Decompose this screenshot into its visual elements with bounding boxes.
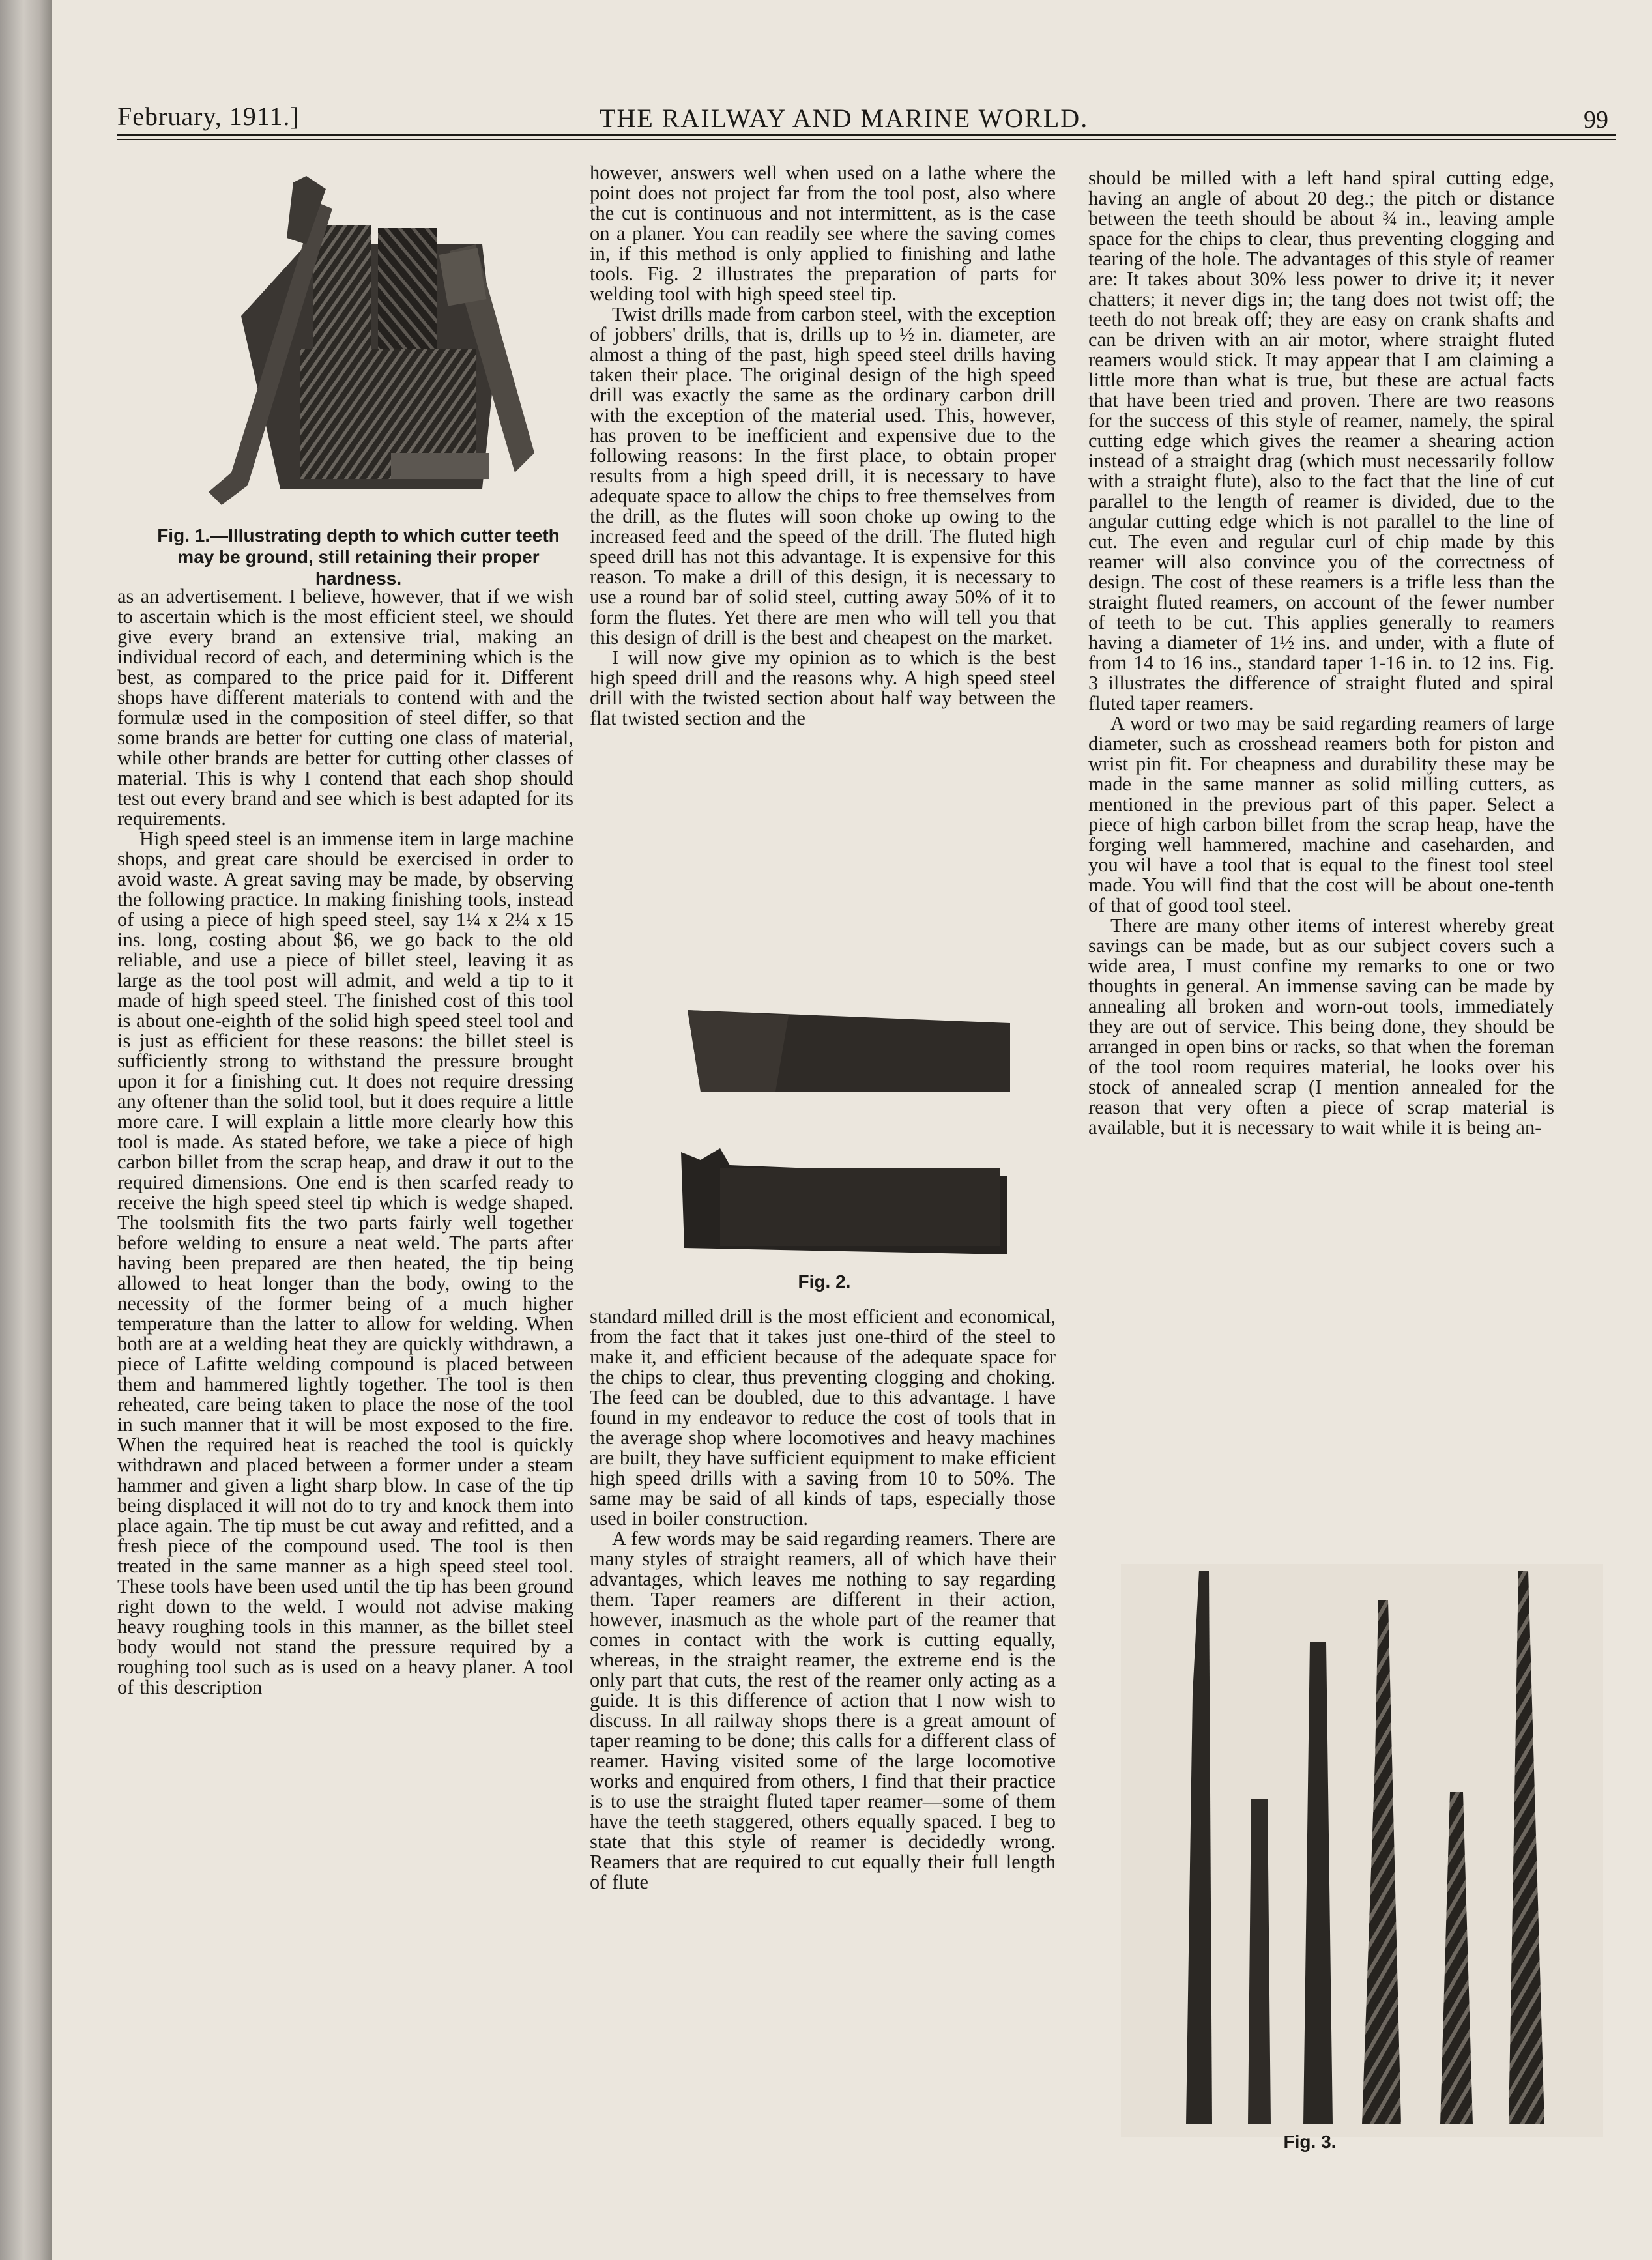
header-title: THE RAILWAY AND MARINE WORLD. bbox=[600, 104, 1089, 133]
column-2-bottom bbox=[590, 1307, 1056, 2154]
column-3 bbox=[1088, 168, 1554, 1595]
col1-paragraph-1: as an advertisement. I believe, however, that if we wish to ascertain which is the most efficient steel, we should give every brand an extensive trial, making an individual record of each, and determining which is the best, as compared to the price paid for it. Different shops have different materials to contend with and the formulæ used in the composition of steel differ, so that some brands are better for cutting one class of material, while other brands are better for cutting other classes of material. This is why I contend that each shop should test out every brand and see which is best adapted for its requirements. bbox=[117, 587, 573, 830]
page-number: 99 bbox=[1584, 106, 1608, 134]
page-header bbox=[117, 98, 1616, 137]
book-binding bbox=[0, 0, 52, 2260]
header-rule-thin bbox=[117, 139, 1616, 140]
header-date: February, 1911.] bbox=[117, 102, 300, 131]
magazine-page bbox=[52, 0, 1652, 2260]
column-1 bbox=[117, 587, 573, 2131]
col2-paragraph-2: Twist drills made from carbon steel, with the exception of jobbers' drills, that is, drills up to ½ in. diameter, are almost a thing of the past, high speed steel drills having taken their place. The original design of the high speed drill was exactly the same as the ordinary carbon drill with the exception of the material used. This, however, has proven to be inefficient and expensive due to the following reasons: In the first place, to obtain proper results from a high speed drill, it is necessary to have adequate space to allow the chips to free themselves from the drill, as the flutes will soon choke up owing to the increased feed and the speed of the drill. The fluted high speed drill has not this advantage. It is expensive for this reason. To make a drill of this design, it is necessary to use a round bar of solid steel, cutting away 50% of it to form the flutes. Yet there are men who will tell you that this design of drill is the best and cheapest on the market. bbox=[590, 303, 1056, 648]
col2-paragraph-1: however, answers well when used on a lathe where the point does not project far from the tool post, also where the cut is continuous and not intermittent, as is the case on a planer. You can readily see where the saving comes in, if this method is only applied to finishing and lathe tools. Fig. 2 illustrates the preparation of parts for welding tool with high speed steel tip. bbox=[590, 163, 1056, 305]
fig2-caption: Fig. 2. bbox=[798, 1271, 851, 1292]
col3-paragraph-2: A word or two may be said regarding reamers of large diameter, such as crosshead reamers both for piston and wrist pin fit. For cheapness and durability these may be made in the same manner as solid milling cutters, as mentioned in the previous part of this paper. Select a piece of high carbon billet from the scrap heap, have the forging well hammered, machine and caseharden, and you wil have a tool that is equal to the finest tool steel made. You will find that the cost will be about one-tenth of that of good tool steel. bbox=[1088, 712, 1554, 916]
col3-paragraph-3: There are many other items of interest whereby great savings can be made, but as our subject covers such a wide area, I must confine my remarks to one or two thoughts in general. An immense saving can be made by annealing all broken and worn-out tools, immediately they are out of service. This being done, they should be arranged in open bins or racks, so that when the foreman of the tool room requires material, he looks over his stock of annealed scrap (I mention annealed for the reason that very often a piece of scrap material is available, but it is necessary to wait while it is being an- bbox=[1088, 914, 1554, 1138]
col2-paragraph-3: I will now give my opinion as to which is the best high speed drill and the reasons why. A high speed steel drill with the twisted section about half way between the flat twisted section and the bbox=[590, 646, 1056, 729]
fig3-reamers-photo bbox=[1121, 1564, 1603, 2137]
col1-paragraph-2: High speed steel is an immense item in large machine shops, and great care should be exercised in order to avoid waste. A great saving may be made, by observing the following practice. In making finishing tools, instead of using a piece of high speed steel, say 1¼ x 2¼ x 15 ins. long, costing about $6, we go back to the old reliable, and use a piece of billet steel, leaving it as large as the tool post will admit, and weld a tip to it made of high speed steel. The finished cost of this tool is about one-eighth of the solid high speed steel tool and is just as efficient for these reasons: the billet steel is sufficiently strong to withstand the pressure brought upon it for a finishing cut. It does not require dressing any oftener than the solid tool, but it does require a little more care. I will explain a little more clearly how this tool is made. As stated before, we take a piece of high carbon billet from the scrap heap, and draw it out to the required dimensions. One end is then scarfed ready to receive the high speed steel tip which is wedge shaped. The toolsmith fits the two parts fairly well together before welding to ensure a neat weld. The parts after having been prepared are then heated, the tip being allowed to heat longer than the body, owing to the necessity of the former being of a much higher temperature than the latter to allow for welding. When both are at a welding heat they are quickly withdrawn, a piece of Lafitte welding compound is placed between them and hammered lightly together. The tool is then reheated, care being taken to place the nose of the tool in such manner that it will be most exposed to the fire. When the required heat is reached the tool is quickly withdrawn and placed between a former under a steam hammer and given a light sharp blow. In case of the tip being displaced it will not do to try and knock them into place again. The tip must be cut away and refitted, and a fresh piece of the compound used. The tool is then treated in the same manner as a high speed steel tool. These tools have been used until the tip has been ground right down to the weld. I would not advise making heavy roughing tools in this manner, as the billet steel body would not stand the pressure required by a roughing tool such as is used on a heavy planer. A tool of this description bbox=[117, 828, 573, 1698]
fig1-caption: Fig. 1.—Illustrating depth to which cutter teeth may be ground, still retaining their proper hardness. bbox=[157, 525, 560, 588]
column-2-top bbox=[590, 163, 1056, 978]
fig2-tool-parts-photo bbox=[626, 997, 1056, 1271]
fig1-cutters-photo bbox=[196, 166, 560, 518]
col2b-paragraph-2: A few words may be said regarding reamers. There are many styles of straight reamers, all of which have their advantages, which leaves me nothing to say regarding them. Taper reamers are different in their action, however, inasmuch as the whole part of the reamer that comes in contact with the work is cutting equally, whereas, in the straight reamer, the extreme end is the only part that cuts, the rest of the reamer only acting as a guide. It is this difference of action that I now wish to discuss. In all railway shops there is a great amount of taper reaming to be done; this calls for a different class of reamer. Having visited some of the large locomotive works and enquired from others, I find that their practice is to use the straight fluted taper reamer—some of them have the teeth staggered, others equally spaced. I beg to state that this style of reamer is decidedly wrong. Reamers that are required to cut equally their full length of flute bbox=[590, 1528, 1056, 1893]
col2b-paragraph-1: standard milled drill is the most efficient and economical, from the fact that it takes just one-third of the steel to make it, and efficient because of the adequate space for the chips to clear, thus preventing clogging and choking. The feed can be doubled, due to this advantage. I have found in my endeavor to reduce the cost of tools that in the average shop where locomotives and heavy machines are built, they have sufficient equipment to make efficient high speed drills with a saving from 10 to 50%. The same may be said of all kinds of taps, especially those used in boiler construction. bbox=[590, 1307, 1056, 1529]
header-rule bbox=[117, 134, 1616, 136]
col3-paragraph-1: should be milled with a left hand spiral cutting edge, having an angle of about 20 deg.; the pitch or distance between the teeth should be about ¾ in., leaving ample space for the chips to clear, thus preventing clogging and tearing of the hole. The advantages of this style of reamer are: It takes about 30% less power to drive it; it never chatters; it never digs in; the tang does not twist off; the teeth do not break off; they are easy on crank shafts and can be driven with an air motor, where straight fluted reamers would stick. It may appear that I am claiming a little more than what is true, but these are actual facts that have been tried and proven. There are two reasons for the success of this style of reamer, namely, the spiral cutting edge which gives the reamer a shearing action instead of a straight drag (which must necessarily follow with a straight flute), also to the fact that the line of cut parallel to the length of reamer is divided, due to the angular cutting edge which is not parallel to the line of cut. The even and regular curl of chip made by this reamer will also convince you of the correctness of design. The cost of these reamers is a trifle less than the straight fluted reamers, on account of the fewer number of teeth to be cut. This applies generally to reamers having a diameter of 1½ ins. and under, with a flute of from 14 to 16 ins., standard taper 1-16 in. to 12 ins. Fig. 3 illustrates the difference of straight fluted and spiral fluted taper reamers. bbox=[1088, 168, 1554, 714]
fig3-caption: Fig. 3. bbox=[1283, 2132, 1337, 2152]
